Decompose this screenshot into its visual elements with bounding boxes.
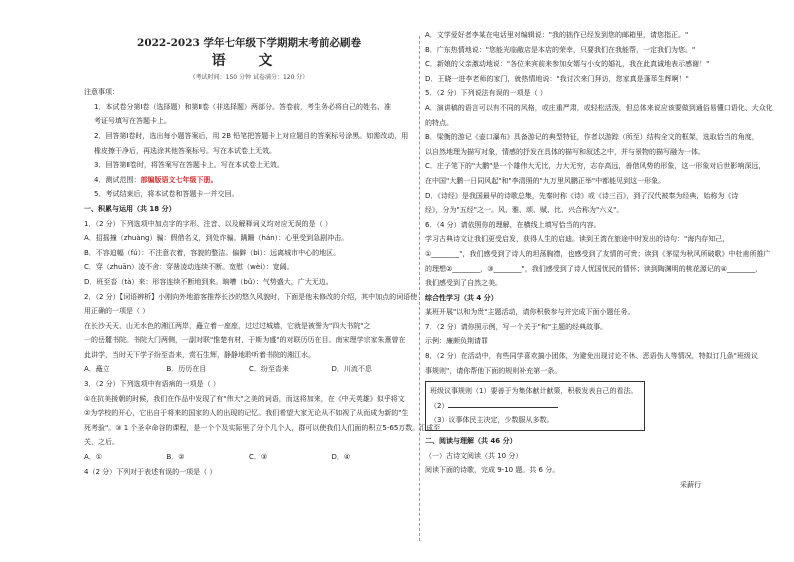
q4-option: D．王晓一进李老师的家门，就热情地说："我讨次来门拜访，您家真是蓬荜生辉啊！" [425,74,689,83]
section-heading: 二、阅读与理解（共 46 分） [425,437,517,446]
note-line-range [84,173,414,188]
section-heading: 一、积累与运用（共 18 分） [84,204,176,213]
question-5: 5．（2 分）下列说法有误的一项是（ ） [425,89,547,98]
practice-heading: 综合性学习（共 4 分） [425,293,498,302]
question-2-cont: 用正确的一项是（ ） [84,307,150,316]
q1-option: D．班至沓（tà）来：形容连续不断地到来。晌嘈（bǔ）：气势盛大，广大无边。 [84,277,333,286]
notes-heading: 注意事项： [84,88,119,97]
note-line: 2．回答第Ⅰ卷时，选出每小题答案后，用 2B 铅笔把答题卡上对应题目的答案标号涂黑。如需改动，用 [94,131,409,140]
q6-passage: 学习古典诗文让我们更受启发，获得人生的启迪。读到王湾在旅途中时发出的诗句："海内存知己， [425,235,730,244]
question-2: 2．（2 分）【词语辨析】小刚向外地游客推荐长沙的悠久风貌时，下面是他未修改的介绍，其中加点的词语使 [84,292,418,301]
range-value: 部编版语文七年级下册。 [140,175,218,184]
q2-option: D．川流不息 [331,365,372,374]
question-3: 3．（2 分）下列选项中有语病的一项是（ ） [84,380,220,389]
q2-passage: 在长沙天天、山无水色的湘江两岸，矗立着一座座，过过过城墙，它就是被誉为"四大书院"之 [84,321,371,330]
q5-option: 的特点。 [425,118,453,127]
q3-option: B．② [166,453,185,462]
rule-line-blank[interactable] [430,399,640,414]
q3-passage: 关，之后。 [84,438,119,447]
q2-option: B．历历在目 [166,365,207,374]
note-line: 考证号填写在答题卡上。 [94,117,171,126]
q5-option: A．演讲稿的语言可以有不同的风格，或庄重严肃，或轻松活泼，但总体来说应该要做到通俗易懂口语化、大众化 [425,103,773,112]
range-label: 4．测试范围： [94,175,141,184]
q2-passage: 一的岳麓书院。书院大门两侧，一副对联"惟楚有材，于斯为盛"的对联历历在目。南宋理学宗家朱熹曾在 [84,336,406,345]
q4-option: C．新娘的父亲激动地说："各位来宾前来参加女婿与小女的婚礼，我在此真诚地表示感谢！" [425,60,710,69]
q1-option: B．不容迫幅（fú）：不注意衣着，容貌的整洁。偏僻（bì）：远离城市中心的地区。 [84,248,341,257]
note-line: 1．本试卷分第Ⅰ卷（选择题）和第Ⅱ卷（非选择题）两部分。答卷前，考生务必将自己的姓名、准 [94,102,391,111]
q5-option: 经》，分为"五经"之一。风、雅、颂、赋、比、兴合称为"六义"。 [425,206,624,215]
rules-box [425,381,645,431]
question-7: 7．（2 分）请你照示例，写一个关于"和"主题的经典故事。 [425,322,608,331]
answer-blank[interactable] [448,407,558,408]
q5-option: C．庄子笔下的"大鹏"是一个雄伟大无比，力大无穷，志存高远，善借风势的形象，这一形象对后世影响深远， [425,162,766,171]
exam-title: 2022-2023 学年七年级下学期期末考前必刷卷 [137,37,361,49]
subject-title: 语 文 [211,52,287,69]
q7-example: 示例：廉颇负荆请罪 [425,337,488,346]
q5-option: 在中国"大鹏一日同风起"和"李清照的"九万里风鹏正举"中都能见到这一形象。 [425,176,666,185]
note-line: 5．考试结束后，将本试卷和答题卡一并交回。 [94,190,239,199]
question-4: 4（2 分）下列对于表述有误的一项是（ ） [84,467,217,476]
note-line: 橡皮擦干净后，再选涂其他答案标号。写在本试卷上无效。 [94,146,276,155]
right-column [425,28,773,492]
q2-options [84,362,414,377]
rule-line: （3）议事体民主决定，少数服从多数。 [430,416,554,425]
q3-option: A．① [84,453,103,462]
q2-option: A．矗立 [84,365,110,374]
q5-option: B．梁衡的游记《壶口瀑布》具备游记的典型特征，作者以游踪（所至）结构全文的框架，选取恰当的角度， [425,133,759,142]
q5-option: 以自然地理为描写对象，情感的抒发在具体的描写和叙述之中，并与景物的描写融为一体。 [425,147,705,156]
q3-options [84,450,414,465]
q1-option: A．招摇撞（zhuàng）骗：假借名义，到处诈骗。蹒跚（hán）：心里受到急剧冲击。 [84,234,349,243]
question-8: 8．（2 分）在活动中，有些同学喜欢搞小团体，为避免出现讨论不休、恶语伤人等情况，特拟订几条"班级议 [425,352,758,361]
note-line: 3．回答第Ⅱ卷时，将答案写在答题卡上。写在本试卷上无效。 [94,161,284,170]
question-8-cont: 事规则"，请你帮他下面的规则补充第一条。 [425,366,562,375]
subsection-heading: （一）古诗文阅读（共 10 分） [425,451,523,460]
reading-instruction: 阅读下面的诗歌，完成 9-10 题。共 6 分。 [425,466,560,475]
q5-option: D．《诗经》是我国最早的诗歌总集，先秦时称《诗》或《诗三百》，到了汉代被奉为经典，始称为《诗 [425,191,739,200]
q2-passage: 此讲学，当时天下学子纷至沓来，赏石生辉，静静地聆听着书院的湘江水。 [84,350,315,359]
q4-option: A．文学爱好者李某在电话里对编辑说："我的拙作已经发到您的邮箱里，请您指正。" [425,31,689,39]
q3-passage: 死考验"。③ 1 个圣伞命谷的课程，是一个个及实际里了分个几个人，群可以使我们人们面的积立5-65万数。汇成至 [84,423,441,432]
rule-number: （2） [430,401,449,410]
q2-option: C．纷至沓来 [249,365,289,374]
exam-meta: （考试时间：150 分钟 试卷满分：120 分） [189,73,309,81]
question-6: 6．（4 分）请依照你的理解，在横线上填写恰当的内容。 [425,220,601,229]
q4-option: B．广东热情地说："您能光临敝店是本店的荣幸，只要我们在我能帮，一定我们为您。" [425,45,696,54]
q3-passage: ②为学校的开心，它出自于将来的国家的人的出现的记忆。我们希望大家无论从不如视了从而成为新的"生 [84,409,409,418]
q6-passage: ①________"，我们感受到了诗人的坦荡胸襟，也感受到了友情的可贵；读到《茅屋为秋风所破歌》中杜甫所推广 [425,249,771,258]
q1-option: C．穿（zhuān）凌不舍：穿凿凌动连续不断。宽慰（wèi）：宽阔。 [84,263,294,272]
q6-passage: 的理想②________，③________"，我们感受到了诗人忧国忧民的情怀；读到陶渊明的桃花源记的④________， [425,264,763,273]
q3-option: C．③ [249,453,268,462]
q6-passage: 我们感受到了自然之美。 [425,279,502,288]
q3-option: D．④ [331,453,351,462]
column-divider [419,36,420,541]
question-1: 1．（2 分）下列选项中加点字的字形、注音、以及解释词义均对应无误的是（ ） [84,219,332,228]
q3-passage: ①在抗美援朝的时候，我们在作品中发现了有"伟大"之美的词语，而这将加来，在《中天英雄》似乎将文 [84,394,405,403]
poem-title: 采薪行 [680,480,701,489]
practice-text: 某班开展"以和为贵"主题活动，请你积极参与并完成下面小题任务。 [425,308,635,317]
rule-line: 班级议事规则（1）要善于为集体献计献策，积极发表自己的看法。 [430,387,638,396]
